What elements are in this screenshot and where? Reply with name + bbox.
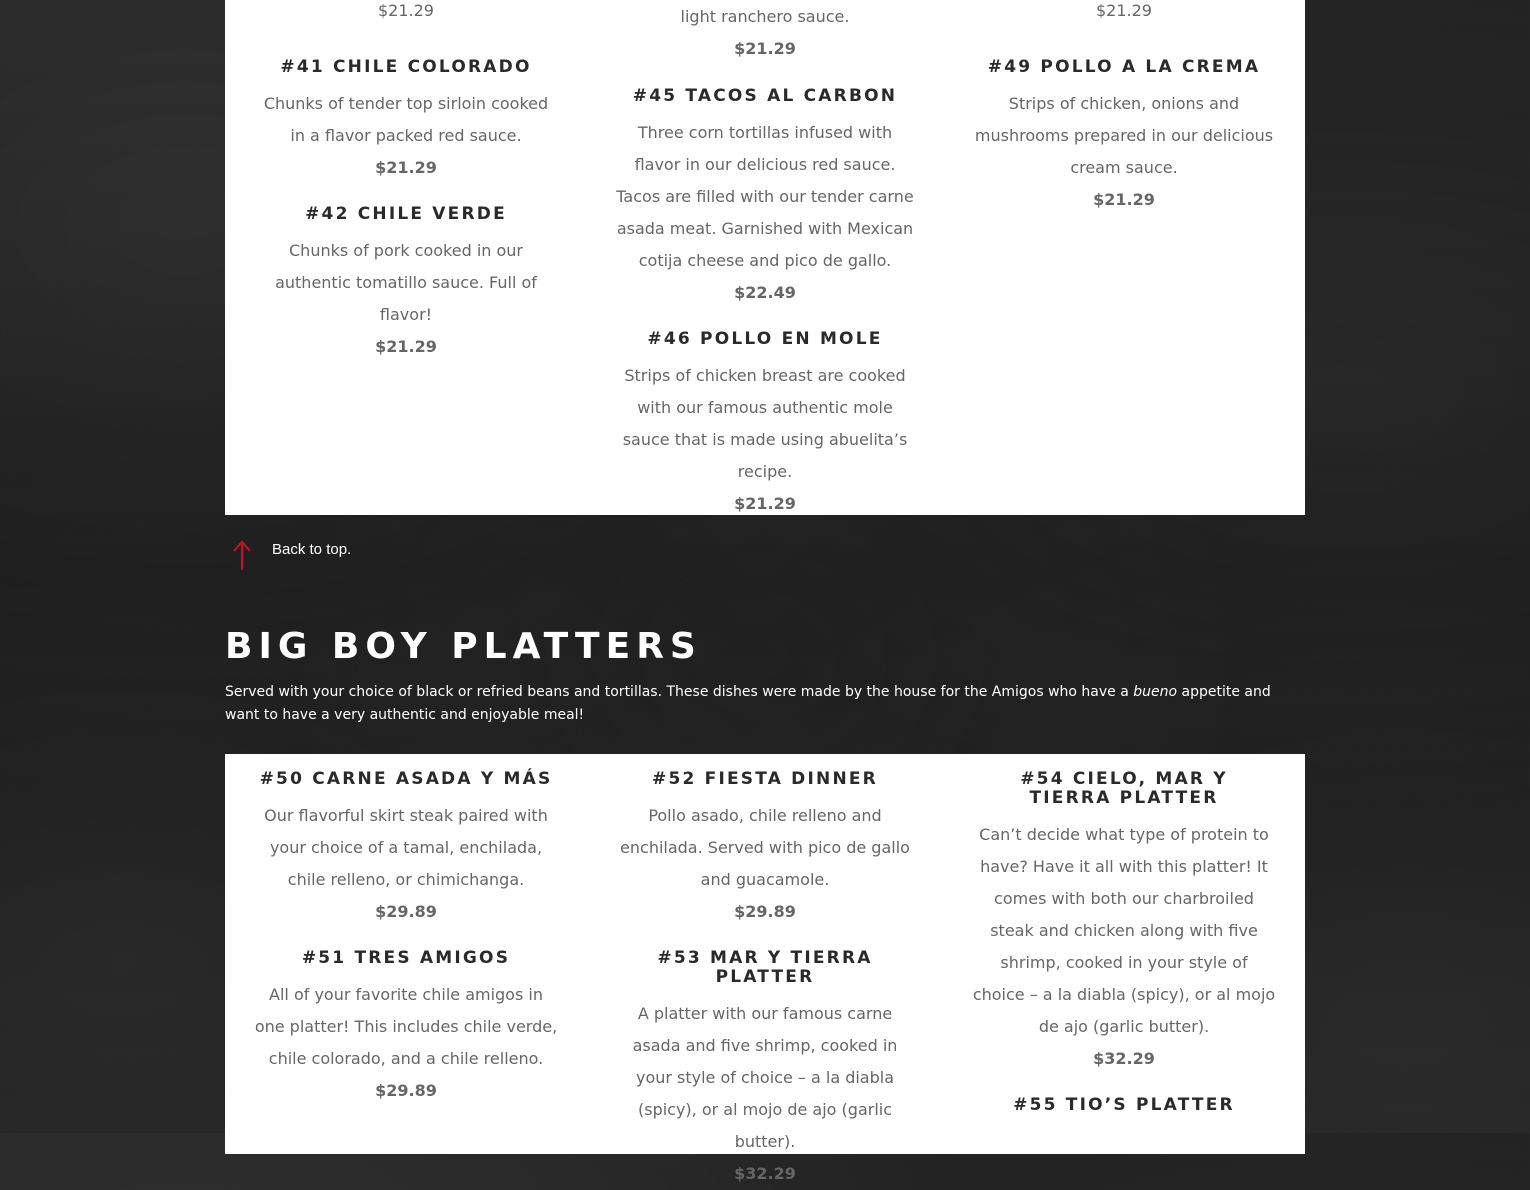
menu-item-continued [605,1,925,65]
item-title: #49 POLLO A LA CREMA [987,57,1261,77]
intro-text-end: appetite and want to have a very authentic and enjoyable meal! [225,684,1271,723]
item-title: #52 FIESTA DINNER [652,769,878,789]
back-to-top-link[interactable] [230,538,351,572]
item-title: #55 TIO’S PLATTER [1013,1095,1235,1115]
item-description: Our flavorful skirt steak paired with your choice of a tamal, enchilada, chile relleno, or chimichanga. [264,806,548,889]
item-title: #51 TRES AMIGOS [301,948,511,968]
item-title: #54 CIELO, MAR Y TIERRA PLATTER [1020,769,1228,808]
menu-item [605,87,925,309]
intro-emphasis: bueno [1133,684,1178,700]
item-description: Chunks of pork cooked in our authentic tomatillo sauce. Full of flavor! [275,241,537,324]
item-title: #46 POLLO EN MOLE [647,329,883,349]
menu-item [246,770,566,928]
menu-panel-bottom [225,754,1305,1183]
item-title: #53 MAR Y TIERRA PLATTER [657,948,873,987]
item-description: A platter with our famous carne asada and five shrimp, cooked in your style of choice – a la diabla (spicy), or al mojo de ajo (garlic butter). [632,1004,898,1151]
menu-item [246,949,566,1107]
item-description: All of your favorite chile amigos in one platter! This includes chile verde, chile colorado, and a chile relleno. [254,985,558,1068]
menu-column-3 [964,0,1284,216]
item-price: $22.49 [734,283,796,302]
item-price: $21.29 [1096,1,1152,20]
menu-column-1 [246,770,566,1107]
item-description: Chunks of tender top sirloin cooked in a flavor packed red sauce. [263,94,549,145]
item-description: Can’t decide what type of protein to have? Have it all with this platter! It comes with both our charbroiled steak and chicken along with five shrimp, cooked in your style of choice – a la diabla (spicy), or al mojo de ajo (garlic butter). [972,825,1276,1036]
menu-column-2 [605,0,925,520]
menu-item [964,58,1284,216]
section-title: BIG BOY PLATTERS [225,626,702,667]
item-title: #42 CHILE VERDE [305,204,507,224]
item-description: light ranchero sauce. [680,7,850,26]
item-price: $21.29 [375,337,437,356]
item-price: $29.89 [375,902,437,921]
item-price: $21.29 [1093,190,1155,209]
item-description: Strips of chicken, onions and mushrooms prepared in our delicious cream sauce. [974,94,1274,177]
item-price: $32.29 [734,1164,796,1183]
menu-column-1 [246,0,566,363]
menu-item [246,205,566,363]
menu-column-3 [964,770,1284,1126]
intro-text: Served with your choice of black or refried beans and tortillas. These dishes were made by the house for the Amigos who have a [225,684,1134,700]
item-description: Pollo asado, chile relleno and enchilada. Served with pico de gallo and guacamole. [620,806,910,889]
menu-column-2 [605,770,925,1190]
arrow-up-icon [230,538,254,572]
item-price: $29.89 [375,1081,437,1100]
item-price: $21.29 [375,158,437,177]
item-price: $21.29 [378,1,434,20]
menu-item [964,1096,1284,1115]
item-description: Strips of chicken breast are cooked with our famous authentic mole sauce that is made using abuelita’s recipe. [622,366,908,481]
menu-item [605,949,925,1190]
item-description: Three corn tortillas infused with flavor in our delicious red sauce. Tacos are filled with our tender carne asada meat. Garnished with Mexican cotija cheese and pico de gallo. [616,123,914,270]
item-price: $21.29 [734,39,796,58]
menu-panel-top [225,0,1305,515]
menu-item [605,770,925,928]
menu-item [246,58,566,184]
item-title: #45 TACOS AL CARBON [632,86,898,106]
item-price: $29.89 [734,902,796,921]
item-price: $32.29 [1093,1049,1155,1068]
section-intro [225,681,1307,727]
item-price: $21.29 [734,494,796,513]
back-to-top-label: Back to top. [272,540,352,558]
item-title: #50 CARNE ASADA Y MÁS [259,769,553,789]
menu-item [964,770,1284,1075]
menu-item [605,330,925,520]
item-title: #41 CHILE COLORADO [280,57,532,77]
